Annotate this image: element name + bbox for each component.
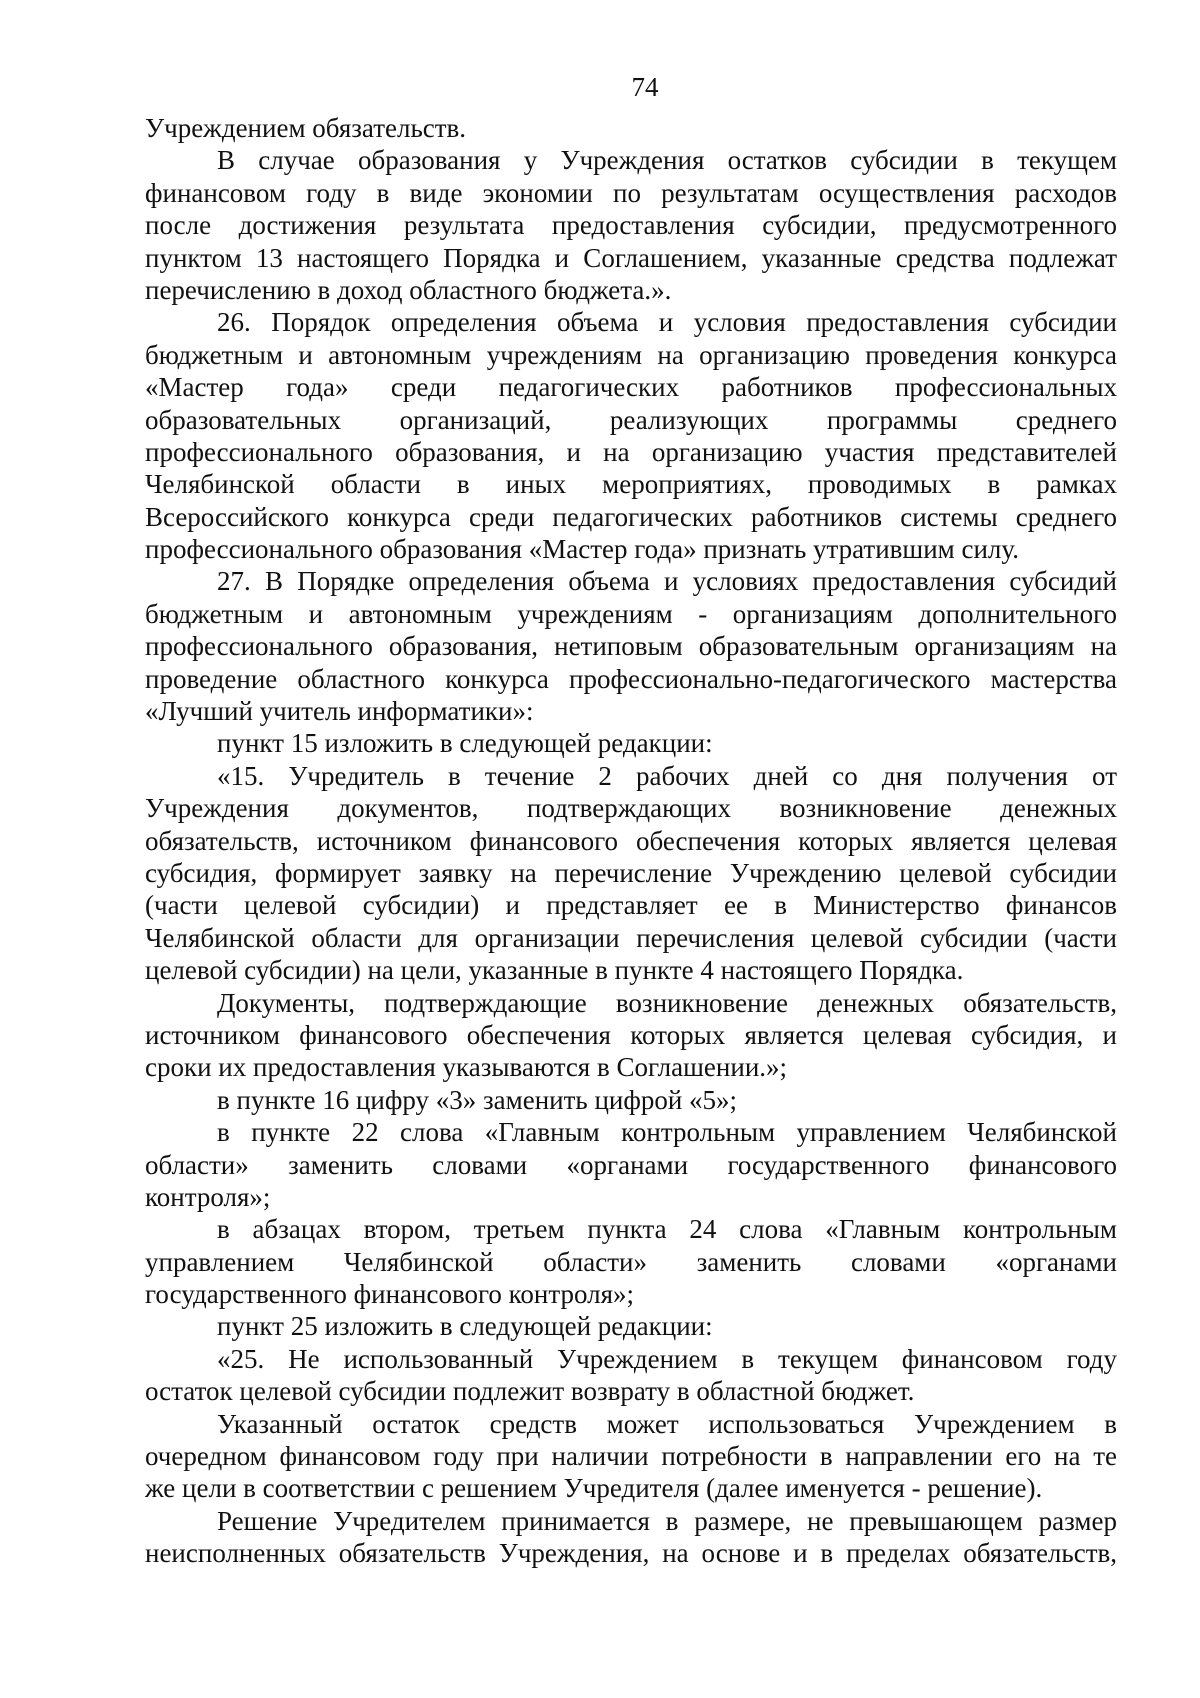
text-line: Всероссийского конкурса среди педагогических работников системы среднего	[145, 501, 1117, 532]
document-body	[145, 112, 1117, 1570]
text-line: пунктом 13 настоящего Порядка и Соглашением, указанные средства подлежат	[145, 242, 1117, 273]
page-number: 74	[631, 72, 659, 102]
text-line: бюджетным и автономным учреждениям - организациям дополнительного	[145, 598, 1117, 629]
text-line: контроля»;	[145, 1181, 271, 1212]
text-line: «25. Не использованный Учреждением в текущем финансовом году	[217, 1343, 1117, 1374]
text-line: пункт 15 изложить в следующей редакции:	[217, 728, 713, 759]
text-line: управлением Челябинской области» заменить словами «органами	[145, 1246, 1117, 1277]
text-line: же цели в соответствии с решением Учредителя (далее именуется - решение).	[145, 1473, 1043, 1504]
text-line: профессионального образования, и на организацию участия представителей	[145, 436, 1117, 467]
text-line: Челябинской области в иных мероприятиях, проводимых в рамках	[145, 469, 1117, 500]
text-line: В случае образования у Учреждения остатков субсидии в текущем	[217, 145, 1117, 176]
text-line: в пункте 22 слова «Главным контрольным управлением Челябинской	[217, 1117, 1117, 1148]
text-line: очередном финансовом году при наличии потребности в направлении его на те	[145, 1441, 1117, 1472]
text-line: (части целевой субсидии) и представляет ее в Министерство финансов	[145, 890, 1117, 921]
text-line: Челябинской области для организации перечисления целевой субсидии (части	[145, 922, 1117, 953]
text-line: профессионального образования, нетиповым образовательным организациям на	[145, 631, 1117, 662]
text-line: Документы, подтверждающие возникновение денежных обязательств,	[217, 987, 1117, 1018]
text-line: Учреждения документов, подтверждающих возникновение денежных	[145, 793, 1117, 824]
text-line: неисполненных обязательств Учреждения, на основе и в пределах обязательств,	[145, 1538, 1117, 1569]
text-line: остаток целевой субсидии подлежит возврату в областной бюджет.	[145, 1376, 915, 1407]
text-line: «Лучший учитель информатики»:	[145, 696, 534, 727]
text-line: целевой субсидии) на цели, указанные в пункте 4 настоящего Порядка.	[145, 955, 964, 986]
text-line: субсидия, формирует заявку на перечисление Учреждению целевой субсидии	[145, 857, 1117, 888]
text-line: пункт 25 изложить в следующей редакции:	[217, 1311, 713, 1342]
text-line: Указанный остаток средств может использоваться Учреждением в	[217, 1408, 1117, 1439]
text-line: области» заменить словами «органами государственного финансового	[145, 1149, 1117, 1180]
text-line: профессионального образования «Мастер года» признать утратившим силу.	[145, 534, 1019, 565]
text-line: перечислению в доход областного бюджета.».	[145, 274, 672, 305]
text-line: после достижения результата предоставления субсидии, предусмотренного	[145, 210, 1117, 241]
text-line: Учреждением обязательств.	[145, 113, 467, 143]
text-line: сроки их предоставления указываются в Соглашении.»;	[145, 1052, 788, 1083]
text-line: источником финансового обеспечения которых является целевая субсидия, и	[145, 1019, 1117, 1050]
text-line: «15. Учредитель в течение 2 рабочих дней со дня получения от	[217, 760, 1117, 791]
text-line: в абзацах втором, третьем пункта 24 слова «Главным контрольным	[217, 1214, 1117, 1245]
text-line: финансовом году в виде экономии по результатам осуществления расходов	[145, 177, 1117, 208]
text-line: государственного финансового контроля»;	[145, 1279, 635, 1310]
text-line: бюджетным и автономным учреждениям на организацию проведения конкурса	[145, 339, 1117, 370]
text-line: проведение областного конкурса профессионально-педагогического мастерства	[145, 663, 1117, 694]
text-line: образовательных организаций, реализующих программы среднего	[145, 404, 1117, 435]
text-line: 27. В Порядке определения объема и условиях предоставления субсидий	[217, 566, 1117, 597]
text-line: Решение Учредителем принимается в размере, не превышающем размер	[217, 1505, 1117, 1536]
text-line: «Мастер года» среди педагогических работников профессиональных	[145, 372, 1117, 403]
text-line: обязательств, источником финансового обеспечения которых является целевая	[145, 825, 1117, 856]
text-line: 26. Порядок определения объема и условия предоставления субсидии	[217, 307, 1117, 338]
text-line: в пункте 16 цифру «3» заменить цифрой «5»;	[217, 1084, 738, 1115]
